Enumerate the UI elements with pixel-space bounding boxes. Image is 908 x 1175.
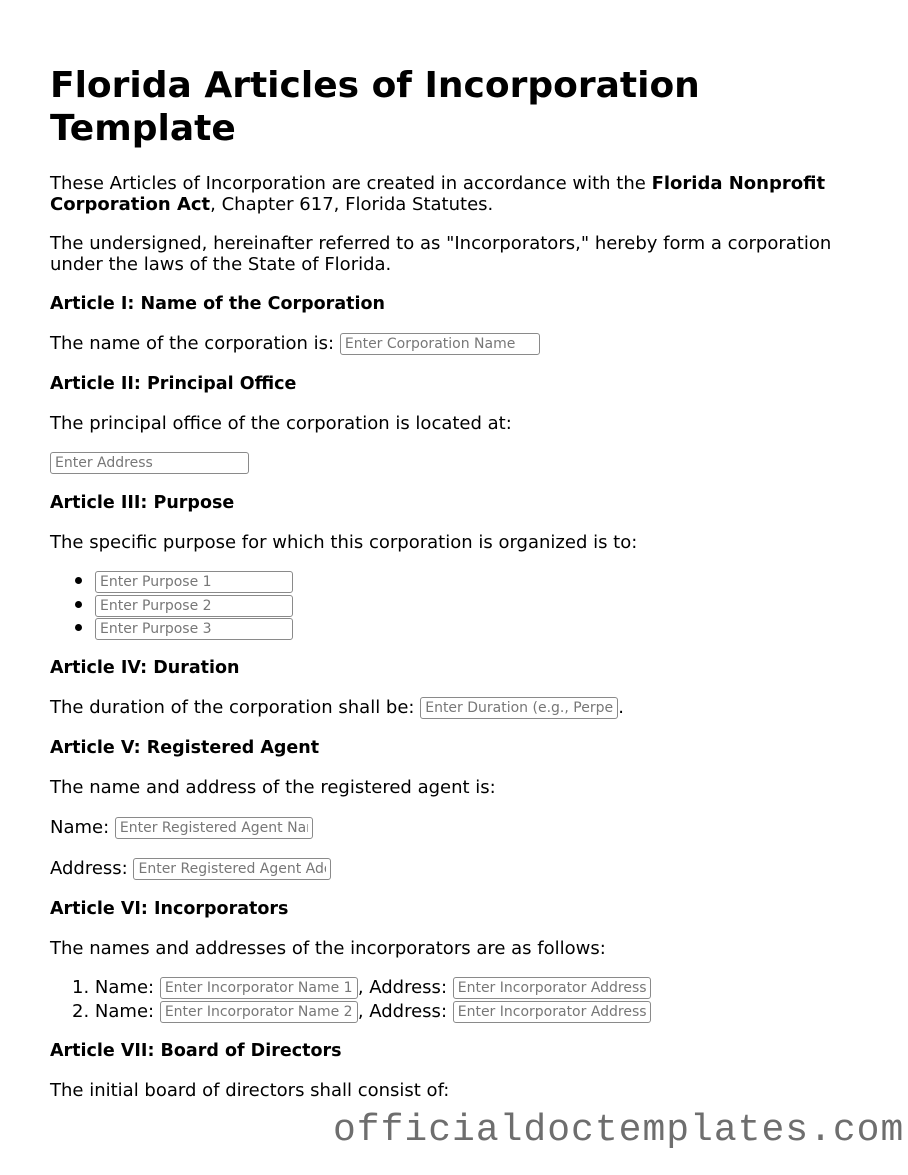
agent-name-label: Name: — [50, 817, 115, 838]
agent-address-label: Address: — [50, 858, 134, 879]
purpose-item — [50, 618, 293, 642]
article-3-text: The specific purpose for which this corporation is organized is to: — [50, 532, 638, 553]
intro-act-name: Florida Nonprofit Corporation Act — [50, 173, 826, 215]
duration-input[interactable] — [420, 697, 618, 719]
article-6-text: The names and addresses of the incorporators are as follows: — [50, 938, 606, 959]
watermark: officialdoctemplates.com — [333, 1109, 905, 1152]
article-3-heading: Article III: Purpose — [50, 493, 235, 513]
article-4-suffix: . — [618, 697, 624, 718]
incorporator-2-name-input[interactable] — [160, 1001, 358, 1023]
intro-text-before: These Articles of Incorporation are created in accordance with the — [50, 173, 652, 194]
bullet-icon — [75, 601, 82, 608]
article-7-heading: Article VII: Board of Directors — [50, 1041, 342, 1061]
bullet-icon — [75, 624, 82, 631]
incorporator-address-label: , Address: — [357, 977, 453, 998]
purpose-2-input[interactable] — [95, 595, 293, 617]
article-2-text: The principal office of the corporation is located at: — [50, 413, 512, 434]
incorporator-2-address-input[interactable] — [453, 1001, 651, 1023]
article-2-input-wrap — [50, 452, 249, 474]
incorporator-number: 2. — [72, 1000, 90, 1022]
agent-address-input[interactable] — [133, 858, 331, 880]
agent-name-row — [50, 817, 313, 839]
incorporator-name-label: Name: — [94, 977, 160, 998]
incorporator-name-label: Name: — [94, 1000, 160, 1022]
article-1-heading: Article I: Name of the Corporation — [50, 294, 385, 314]
incorporator-number: 1. — [72, 977, 90, 998]
purpose-1-input[interactable] — [95, 571, 293, 593]
article-1-text — [50, 333, 540, 355]
agent-address-row — [50, 858, 331, 880]
purpose-item — [50, 571, 293, 595]
intro-paragraph — [50, 173, 850, 215]
article-4-label: The duration of the corporation shall be: — [50, 697, 421, 718]
incorporator-1-name-input[interactable] — [160, 977, 358, 999]
incorporator-list — [50, 977, 651, 1024]
incorporator-item — [50, 977, 651, 1001]
article-7-text: The initial board of directors shall consist of: — [50, 1080, 450, 1101]
principal-address-input[interactable] — [50, 452, 249, 474]
intro-text-after: , Chapter 617, Florida Statutes. — [210, 194, 494, 215]
article-1-label: The name of the corporation is: — [50, 333, 340, 354]
article-5-text: The name and address of the registered agent is: — [50, 777, 496, 798]
corporation-name-input[interactable] — [340, 333, 540, 355]
article-5-heading: Article V: Registered Agent — [50, 738, 320, 758]
page-title: Florida Articles of Incorporation Template — [50, 65, 700, 149]
article-4-text — [50, 697, 624, 719]
article-6-heading: Article VI: Incorporators — [50, 899, 289, 919]
agent-name-input[interactable] — [115, 817, 313, 839]
incorporator-item — [50, 1001, 651, 1025]
preamble-paragraph: The undersigned, hereinafter referred to as "Incorporators," hereby form a corporation under the laws of the State of Florida. — [50, 233, 832, 275]
purpose-list — [50, 571, 293, 642]
incorporator-address-label: , Address: — [357, 1000, 453, 1022]
article-2-heading: Article II: Principal Office — [50, 374, 297, 394]
article-4-heading: Article IV: Duration — [50, 658, 240, 678]
incorporator-1-address-input[interactable] — [453, 977, 651, 999]
purpose-3-input[interactable] — [95, 618, 293, 640]
purpose-item — [50, 595, 293, 619]
bullet-icon — [75, 577, 82, 584]
